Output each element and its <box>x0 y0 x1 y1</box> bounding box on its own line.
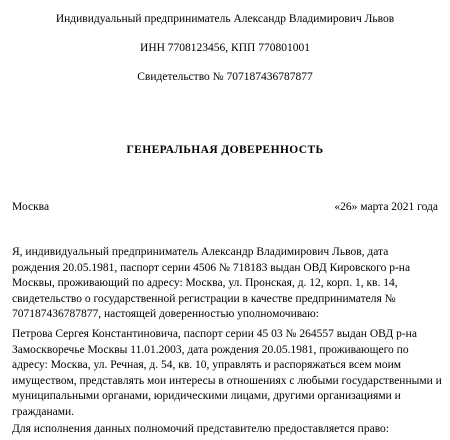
date: «26» марта 2021 года <box>334 201 438 213</box>
paragraph-line: гражданами. <box>12 405 75 418</box>
paragraph-line: муниципальными органами, юридическими лицами, другими организациями и <box>12 390 401 403</box>
inn-kpp: ИНН 7708123456, КПП 770801001 <box>140 42 310 54</box>
document-title: ГЕНЕРАЛЬНАЯ ДОВЕРЕННОСТЬ <box>126 144 324 156</box>
paragraph-line: свидетельство о государственной регистрации в качестве предпринимателя № <box>12 292 396 305</box>
paragraph-representative <box>12 327 442 421</box>
paragraph-powers-intro <box>12 422 442 438</box>
paragraph-line: рождения 20.05.1981, паспорт серии 4506 № 718183 выдан ОВД Кировского р-на <box>12 261 411 274</box>
paragraph-line: адресу: Москва, ул. Речная, д. 54, кв. 10, управлять и распоряжаться всем моим <box>12 359 402 372</box>
certificate-number: Свидетельство № 707187436787877 <box>137 71 313 83</box>
paragraph-line: Петрова Сергея Константиновича, паспорт серии 45 03 № 264557 выдан ОВД р-на <box>12 328 417 340</box>
entrepreneur-name: Индивидуальный предприниматель Александр Владимирович Львов <box>55 13 395 25</box>
paragraph-line: имуществом, представлять мои интересы в отношениях с любыми государственными и <box>12 374 442 387</box>
place: Москва <box>12 201 50 213</box>
paragraph-line: Для исполнения данных полномочий представителю предоставляется право: <box>12 423 389 435</box>
paragraph-line: Москвы, проживающий по адресу: Москва, ул. Пронская, д. 12, корп. 1, кв. 14, <box>12 277 398 290</box>
paragraph-line: Я, индивидуальный предприниматель Александр Владимирович Львов, дата <box>12 246 389 258</box>
place-date-row <box>12 200 438 214</box>
paragraph-line: Замоскворечье Москвы 11.01.2003, дата рождения 20.05.1981, проживающего по <box>12 343 409 356</box>
paragraph-line: 707187436787877, настоящей доверенностью уполномочиваю: <box>12 308 319 321</box>
paragraph-principal <box>12 245 442 323</box>
